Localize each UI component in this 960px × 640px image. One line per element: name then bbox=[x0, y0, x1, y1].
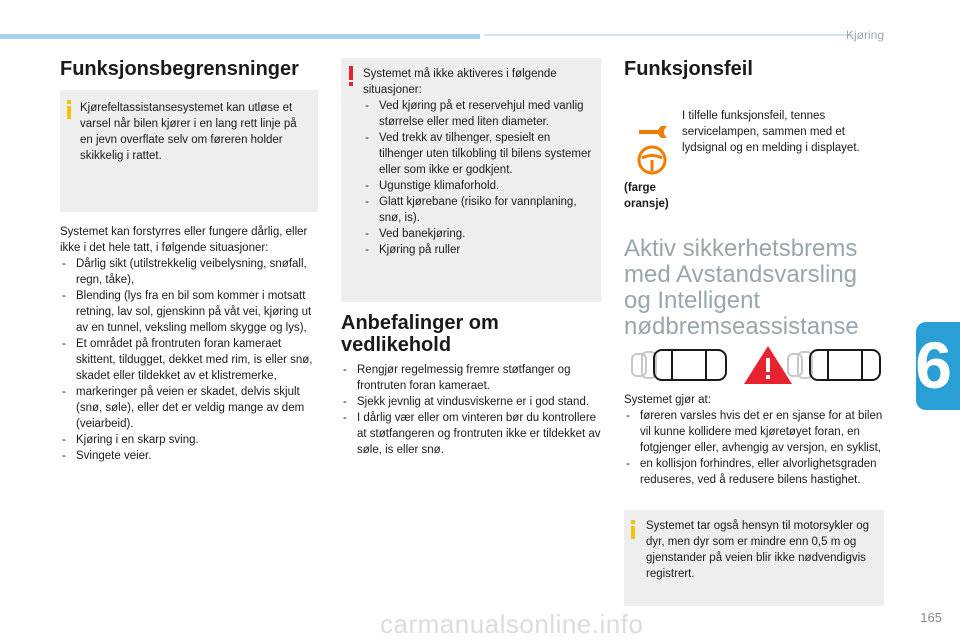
maintenance-heading: Anbefalinger om vedlikehold bbox=[341, 312, 499, 356]
info-box-text: Kjørefeltassistansesystemet kan utløse et varsel når bilen kjører i en lang rett linje på en jevn overflate selv om føreren holder skikkelig i rattet. bbox=[80, 102, 297, 162]
limitations-list bbox=[60, 256, 322, 464]
malfunction-heading: Funksjonsfeil bbox=[624, 58, 753, 80]
list-item: - Kjøring i en skarp sving. bbox=[60, 432, 322, 448]
maintenance-list bbox=[341, 362, 603, 458]
active-safety-body bbox=[624, 392, 886, 488]
header-accent-bar-right bbox=[484, 34, 854, 36]
list-item: - en kollisjon forhindres, eller alvorlighetsgraden reduseres, ved å redusere bilens hastighet. bbox=[624, 456, 886, 488]
active-safety-brake-heading: Aktiv sikkerhetsbrems med Avstandsvarsling og Intelligent nødbremseassistanse bbox=[624, 235, 859, 340]
page-number: 165 bbox=[920, 610, 942, 625]
info-icon bbox=[66, 100, 72, 120]
list-item: - Ved kjøring på et reservehjul med vanlig størrelse eller med liten diameter. bbox=[363, 98, 597, 130]
list-item: - Dårlig sikt (utilstrekkelig veibelysning, snøfall, regn, tåke), bbox=[60, 256, 322, 288]
color-caption bbox=[624, 180, 669, 212]
wrench-icon bbox=[636, 124, 670, 142]
color-caption-line: oransje) bbox=[624, 198, 669, 210]
warning-box bbox=[341, 58, 601, 302]
limitations-body bbox=[60, 224, 322, 464]
info-box-lane-assist bbox=[60, 90, 318, 212]
list-item: - markeringer på veien er skadet, delvis skjult (snø, søle), eller det er veldig mange av dem (veiarbeid). bbox=[60, 384, 322, 432]
info-box-text: Systemet tar også hensyn til motorsykler og dyr, men dyr som er mindre enn 0,5 m og gjenstander på veien blir ikke nødvendigvis registrert. bbox=[646, 520, 870, 580]
list-item: - I dårlig vær eller om vinteren bør du kontrollere at støtfangeren og frontruten ikke er tildekket av søle, is eller snø. bbox=[341, 410, 603, 458]
list-item: - Ugunstige klimaforhold. bbox=[363, 178, 597, 194]
section-label: Kjøring bbox=[845, 28, 884, 42]
active-safety-intro: Systemet gjør at: bbox=[624, 394, 711, 406]
list-item: - Glatt kjørebane (risiko for vannplaning, snø, is). bbox=[363, 194, 597, 226]
info-icon bbox=[630, 520, 636, 540]
list-item: - føreren varsles hvis det er en sjanse for at bilen vil kunne kollidere med kjøretøyet foran, en fotgjenger eller, avhengig av versjon, en syklist, bbox=[624, 408, 886, 456]
list-item: - Ved trekk av tilhenger, spesielt en tilhenger uten tilkobling til bilens systemer eller som ikke er godkjent. bbox=[363, 130, 597, 178]
list-item: - Sjekk jevnlig at vindusviskerne er i god stand. bbox=[341, 394, 603, 410]
color-caption-line: (farge bbox=[624, 182, 656, 194]
chapter-number: 6 bbox=[915, 328, 952, 402]
warning-icon bbox=[349, 66, 354, 86]
warning-list bbox=[363, 98, 597, 258]
steering-alert-icon bbox=[636, 144, 668, 176]
header-accent-bar bbox=[0, 34, 480, 39]
info-box-detection bbox=[624, 510, 884, 606]
warning-intro: Systemet må ikke aktiveres i følgende situasjoner: bbox=[363, 68, 557, 96]
limitations-heading: Funksjonsbegrensninger bbox=[60, 58, 299, 80]
list-item: - Rengjør regelmessig fremre støtfanger og frontruten foran kameraet. bbox=[341, 362, 603, 394]
list-item: - Blending (lys fra en bil som kommer i motsatt retning, lav sol, gjenskinn på våt vei, kjøring ut av en tunnel, veksling mellom skygge og lys), bbox=[60, 288, 322, 336]
malfunction-text: I tilfelle funksjonsfeil, tennes servicelampen, sammen med et lydsignal og en melding i displayet. bbox=[682, 110, 860, 154]
maintenance-body bbox=[341, 362, 603, 458]
list-item: - Ved banekjøring. bbox=[363, 226, 597, 242]
car-collision-icon bbox=[628, 342, 884, 388]
warning-box-text bbox=[363, 66, 597, 258]
active-safety-list bbox=[624, 408, 886, 488]
limitations-intro: Systemet kan forstyrres eller fungere dårlig, eller ikke i det hele tatt, i følgende situasjoner: bbox=[60, 226, 308, 254]
list-item: - Svingete veier. bbox=[60, 448, 322, 464]
list-item: - Et området på frontruten foran kameraet skittent, tildugget, dekket med rim, is eller snø, skadet eller tildekket av et klistremerke, bbox=[60, 336, 322, 384]
watermark: carmanualsonline.info bbox=[380, 609, 644, 639]
list-item: - Kjøring på ruller bbox=[363, 242, 597, 258]
